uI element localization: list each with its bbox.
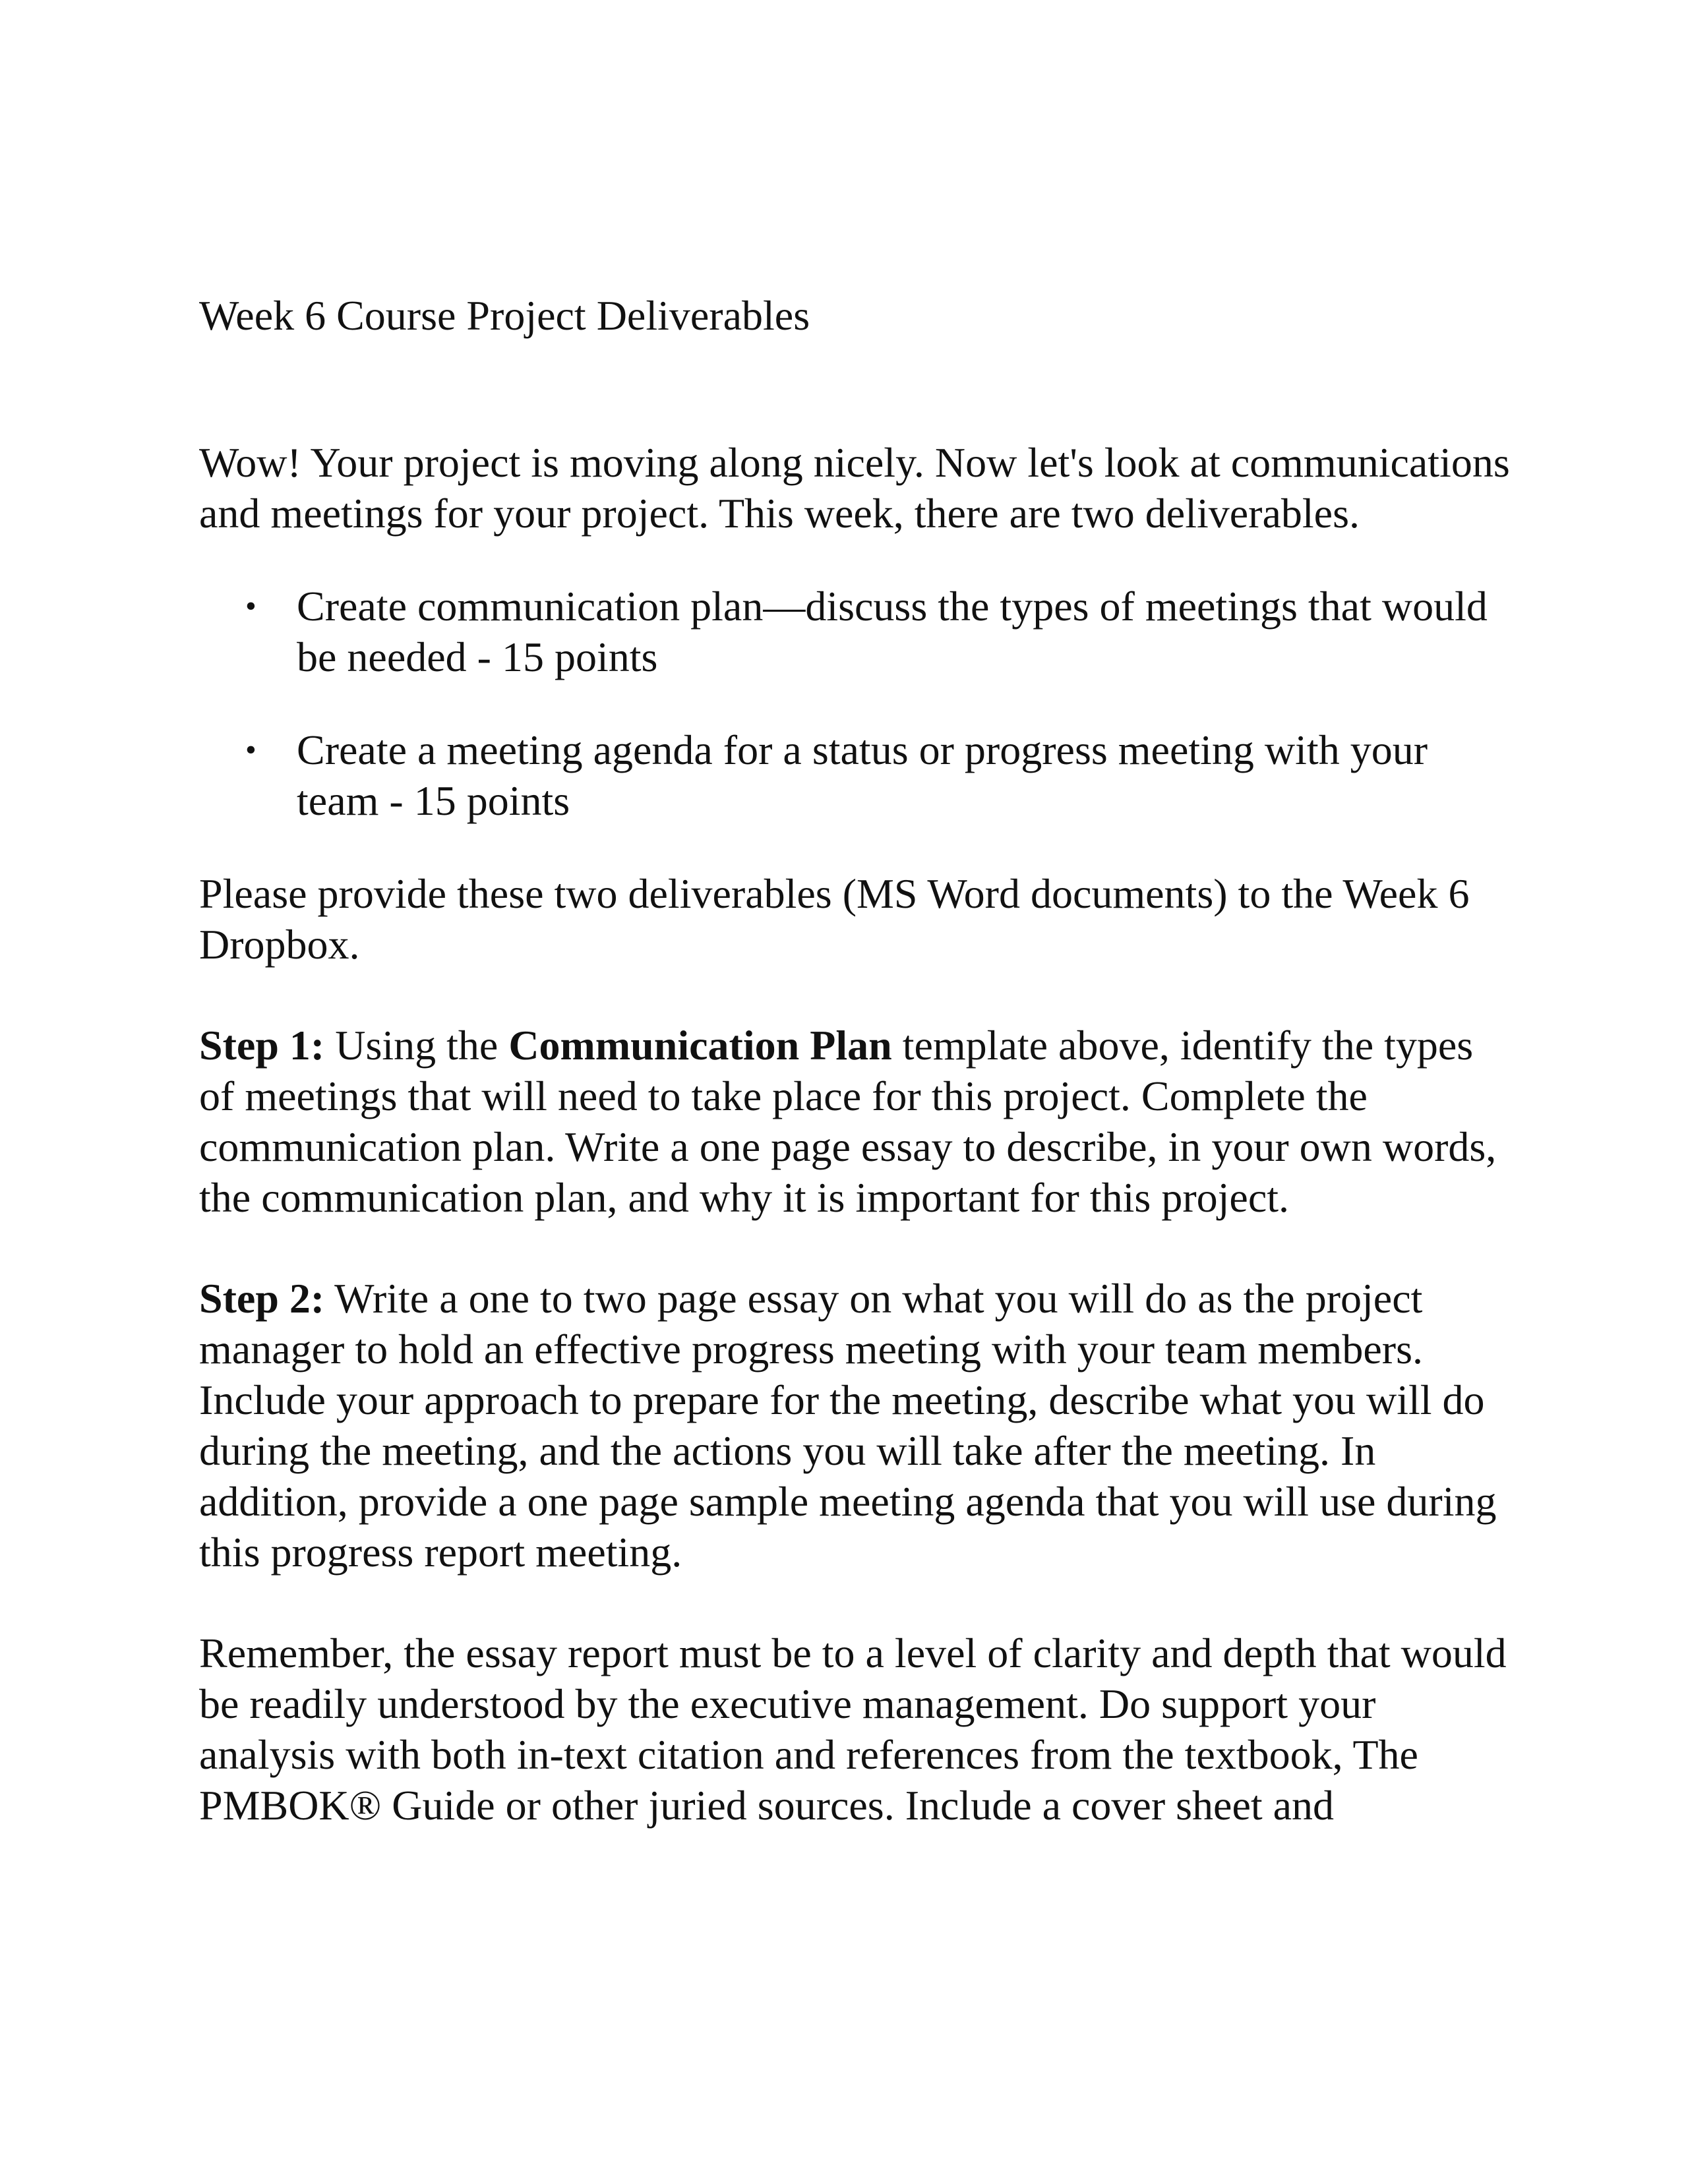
list-item [199, 724, 1518, 826]
intro-paragraph: Wow! Your project is moving along nicely. Now let's look at communications and meetings for your project. This week, there are two deliverables. [199, 439, 1510, 537]
deliverable-text: Create a meeting agenda for a status or progress meeting with your team - 15 points [297, 726, 1428, 824]
step-1-text-before: Using the [324, 1022, 509, 1069]
document-title: Week 6 Course Project Deliverables [199, 292, 810, 339]
list-item [199, 581, 1518, 682]
bullet-icon: • [245, 732, 256, 767]
step-2-label: Step 2: [199, 1275, 325, 1322]
submission-paragraph: Please provide these two deliverables (MS Word documents) to the Week 6 Dropbox. [199, 870, 1470, 968]
step-1-paragraph [199, 1020, 1518, 1223]
deliverable-text: Create communication plan—discuss the types of meetings that would be needed - 15 points [297, 583, 1488, 680]
communication-plan-emphasis: Communication Plan [508, 1022, 892, 1069]
bullet-icon: • [245, 589, 256, 624]
step-2-text: Write a one to two page essay on what you will do as the project manager to hold an effective progress meeting with your team members. Include your approach to prepare for the meeting, describe what you will do during the meeting, and the actions you will take after the meeting. In addition, provide a one page sample meeting agenda that you will use during this progress report meeting. [199, 1275, 1497, 1576]
document-body [199, 290, 1518, 1831]
deliverables-list [199, 581, 1518, 826]
step-1-text-after: template above, identify the types of meetings that will need to take place for this project. Complete the communication plan. Write a one page essay to describe, in your own words, the communication plan, and why it is important for this project. [199, 1022, 1497, 1221]
step-2-paragraph [199, 1273, 1518, 1578]
step-1-label: Step 1: [199, 1022, 325, 1069]
remember-paragraph: Remember, the essay report must be to a level of clarity and depth that would be readily understood by the executive management. Do support your analysis with both in-text citation and references from the textbook, The PMBOK® Guide or other juried sources. Include a cover sheet and [199, 1630, 1507, 1829]
